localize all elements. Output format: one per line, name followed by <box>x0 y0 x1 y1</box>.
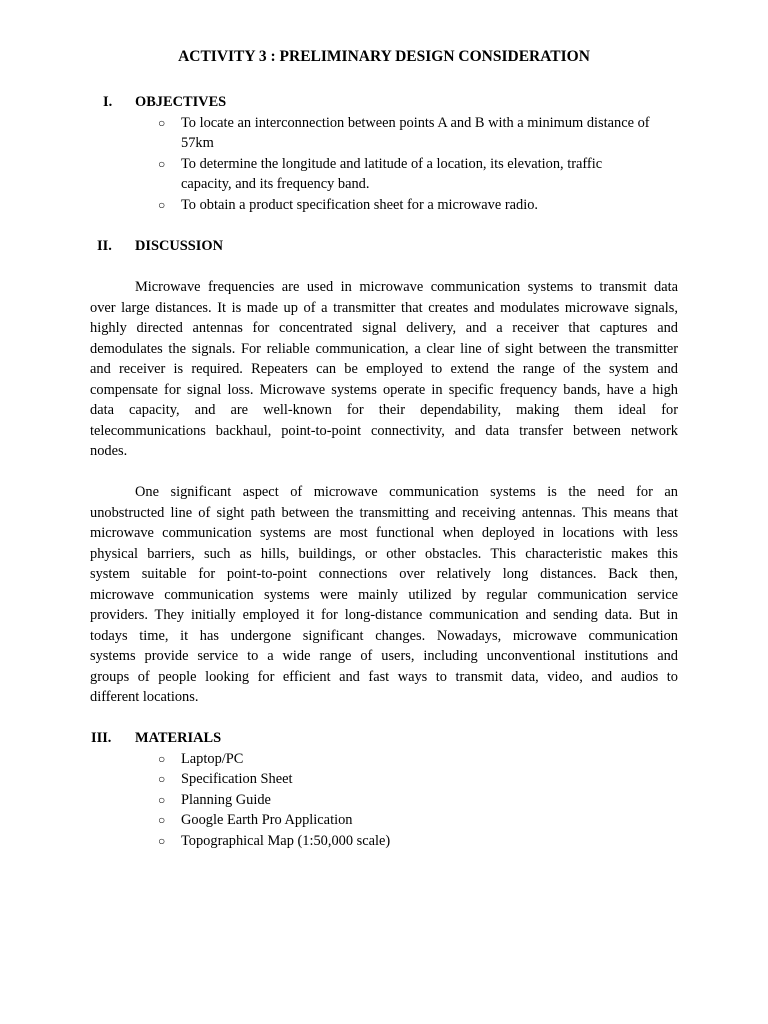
section-number-materials: III. <box>91 730 112 746</box>
objective-bullet-2: ○ <box>158 157 166 171</box>
discussion-p1-line: Microwave frequencies are used in microwave communication systems to transmit data <box>135 279 678 295</box>
discussion-p2-line: providers. They initially employed it for long-distance communication and sending data. But in <box>90 607 678 623</box>
discussion-p2-line: microwave communication systems are most functional when deployed in locations with less <box>90 525 678 541</box>
discussion-p1-line: telecommunications backhaul, point-to-point connectivity, and data transfer between network <box>90 423 678 439</box>
discussion-p2-line: unobstructed line of sight path between the transmitting and receiving antennas. This means that <box>90 505 678 521</box>
discussion-p1-line: and receiver is required. Repeaters can be employed to extend the range of the system and <box>90 361 678 377</box>
section-heading-objectives: OBJECTIVES <box>135 94 227 110</box>
section-heading-discussion: DISCUSSION <box>135 238 223 254</box>
discussion-p1-line: compensate for signal loss. Microwave systems operate in specific frequency bands, have a high <box>90 382 678 398</box>
discussion-p2-line: One significant aspect of microwave communication systems is the need for an <box>135 484 678 500</box>
material-bullet: ○ <box>158 793 166 807</box>
discussion-p2-line: microwave communication systems were mainly utilized by regular communication service <box>90 587 678 603</box>
material-item: Specification Sheet <box>181 771 293 787</box>
material-item: Google Earth Pro Application <box>181 812 353 828</box>
material-item: Topographical Map (1:50,000 scale) <box>181 833 391 849</box>
discussion-p2-line: todays time, it has undergone significant changes. Nowadays, microwave communication <box>90 628 678 644</box>
discussion-p2-line: physical barriers, such as hills, buildings, or other obstacles. This characteristic makes this <box>90 546 678 562</box>
objective-bullet-1: ○ <box>158 116 166 130</box>
section-number-discussion: II. <box>97 238 112 254</box>
discussion-p1-line: demodulates the signals. For reliable communication, a clear line of sight between the transmitter <box>90 341 678 357</box>
objective-2-line-2: capacity, and its frequency band. <box>181 176 370 192</box>
discussion-p2-line: systems provide service to a wide range of users, including unconventional institutions and <box>90 648 678 664</box>
section-heading-materials: MATERIALS <box>135 730 222 746</box>
material-bullet: ○ <box>158 772 166 786</box>
material-bullet: ○ <box>158 813 166 827</box>
material-item: Planning Guide <box>181 792 271 808</box>
objective-2-line-1: To determine the longitude and latitude of a location, its elevation, traffic <box>181 156 603 172</box>
objective-3-line-1: To obtain a product specification sheet for a microwave radio. <box>181 197 539 213</box>
discussion-p1-line: over large distances. It is made up of a transmitter that creates and modulates microwave signals, <box>90 300 678 316</box>
discussion-p1-line: nodes. <box>90 443 128 459</box>
material-bullet: ○ <box>158 752 166 766</box>
discussion-p1-line: highly directed antennas for concentrated signal delivery, and a receiver that captures and <box>90 320 678 336</box>
discussion-p1-line: data capacity, and are well-known for their dependability, making them ideal for <box>90 402 678 418</box>
material-item: Laptop/PC <box>181 751 244 767</box>
objective-bullet-3: ○ <box>158 198 166 212</box>
objective-1-line-1: To locate an interconnection between points A and B with a minimum distance of <box>181 115 650 131</box>
document-title: ACTIVITY 3 : PRELIMINARY DESIGN CONSIDERATION <box>178 48 590 65</box>
section-number-objectives: I. <box>103 94 113 110</box>
discussion-p2-line: system suitable for point-to-point connections over relatively long distances. Back then, <box>90 566 678 582</box>
discussion-p2-line: groups of people looking for efficient and fast ways to transmit data, video, and audios to <box>90 669 678 685</box>
discussion-p2-line: different locations. <box>90 689 199 705</box>
material-bullet: ○ <box>158 834 166 848</box>
objective-1-line-2: 57km <box>181 135 214 151</box>
